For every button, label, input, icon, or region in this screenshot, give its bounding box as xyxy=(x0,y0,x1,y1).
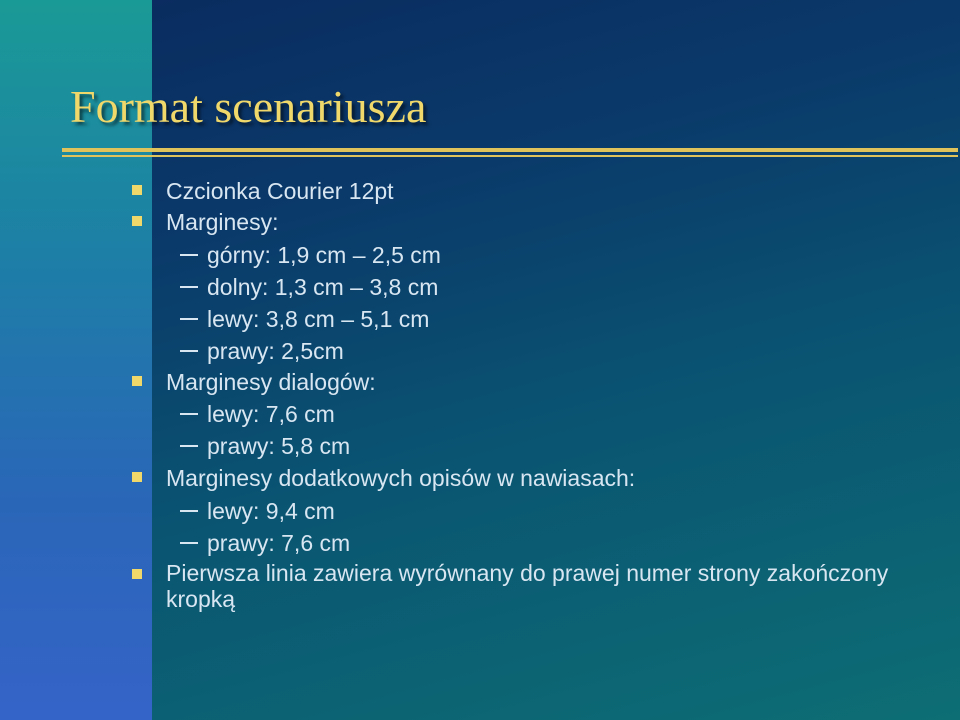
bullet-item xyxy=(0,176,960,206)
sub-bullet-text: dolny: 1,3 cm – 3,8 cm xyxy=(207,274,439,300)
slide-title: Format scenariusza xyxy=(70,81,427,132)
sub-bullet-text: prawy: 2,5cm xyxy=(207,338,344,364)
dash-bullet-icon xyxy=(180,254,198,256)
dash-bullet-icon xyxy=(180,318,198,320)
sub-bullet-item xyxy=(0,240,960,270)
square-bullet-icon xyxy=(132,216,142,226)
bullet-item xyxy=(0,207,960,237)
sub-bullet-item xyxy=(0,431,960,461)
bullet-text: Marginesy: xyxy=(166,209,279,235)
sub-bullet-text: prawy: 5,8 cm xyxy=(207,433,351,459)
square-bullet-icon xyxy=(132,376,142,386)
sub-bullet-item xyxy=(0,304,960,334)
bullet-text: Czcionka Courier 12pt xyxy=(166,178,394,204)
dash-bullet-icon xyxy=(180,510,198,512)
bullet-text: Marginesy dialogów: xyxy=(166,369,376,395)
bullet-text: Pierwsza linia zawiera wyrównany do prawej numer strony zakończony kropką xyxy=(166,560,889,612)
sub-bullet-item xyxy=(0,399,960,429)
square-bullet-icon xyxy=(132,185,142,195)
sub-bullet-item xyxy=(0,272,960,302)
sub-bullet-item xyxy=(0,528,960,558)
bullet-item xyxy=(0,560,960,620)
sub-bullet-item xyxy=(0,336,960,366)
sub-bullet-item xyxy=(0,496,960,526)
dash-bullet-icon xyxy=(180,445,198,447)
sub-bullet-text: lewy: 3,8 cm – 5,1 cm xyxy=(207,306,430,332)
bullet-text: Marginesy dodatkowych opisów w nawiasach: xyxy=(166,465,636,491)
dash-bullet-icon xyxy=(180,413,198,415)
dash-bullet-icon xyxy=(180,286,198,288)
sub-bullet-text: lewy: 9,4 cm xyxy=(207,498,335,524)
bullet-item xyxy=(0,367,960,397)
sub-bullet-text: lewy: 7,6 cm xyxy=(207,401,335,427)
sub-bullet-text: górny: 1,9 cm – 2,5 cm xyxy=(207,242,441,268)
dash-bullet-icon xyxy=(180,542,198,544)
square-bullet-icon xyxy=(132,569,142,579)
bullet-item xyxy=(0,463,960,493)
square-bullet-icon xyxy=(132,472,142,482)
sub-bullet-text: prawy: 7,6 cm xyxy=(207,530,351,556)
dash-bullet-icon xyxy=(180,350,198,352)
